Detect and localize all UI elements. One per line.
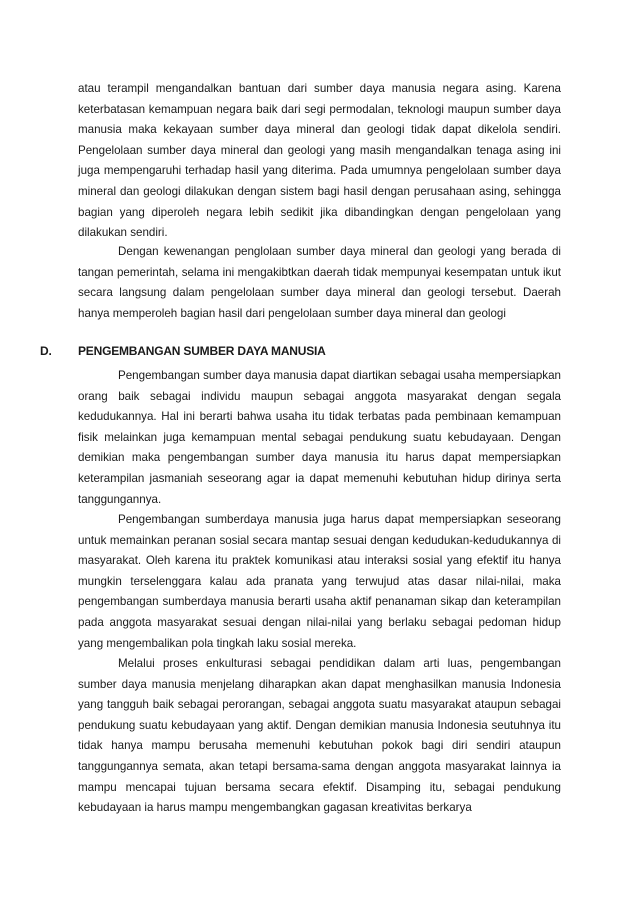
paragraph-3: Pengembangan sumber daya manusia dapat diartikan sebagai usaha mempersiapkan orang baik sebagai individu maupun sebagai anggota masyarakat dengan segala kedudukannya. Hal ini berarti bahwa usaha itu tidak terbatas pada pembinaan kemampuan fisik melainkan juga kemampuan mental sebagai pendukung suatu kebudayaan. Dengan demikian maka pengembangan sumber daya manusia itu harus dapat mempersiapkan keterampilan jasmaniah seseorang agar ia dapat memenuhi kebutuhan hidup dirinya serta tanggungannya.: [78, 369, 561, 506]
section-title: PENGEMBANGAN SUMBER DAYA MANUSIA: [78, 344, 326, 358]
section-number: D.: [40, 344, 52, 358]
paragraph-5: Melalui proses enkulturasi sebagai pendidikan dalam arti luas, pengembangan sumber daya manusia menjelang diharapkan akan dapat menghasilkan manusia Indonesia yang tangguh baik sebagai perorangan, sebagai anggota suatu masyarakat ataupun sebagai pendukung suatu kebudayaan yang aktif. Dengan demikian manusia Indonesia seutuhnya itu tidak hanya mampu berusaha memenuhi kebutuhan pokok bagi diri sendiri ataupun tanggungannya semata, akan tetapi bersama-sama dengan anggota masyarakat lainnya ia mampu mencapai tujuan bersama secara efektif. Disamping itu, sebagai pendukung kebudayaan ia harus mampu mengembangkan gagasan kreativitas berkarya: [78, 657, 561, 815]
paragraph-2: Dengan kewenangan penglolaan sumber daya mineral dan geologi yang berada di tangan pemerintah, selama ini mengakibtkan daerah tidak mempunyai kesempatan untuk ikut secara langsung dalam pengelolaan sumber daya mineral dan geologi tersebut. Daerah hanya memperoleh bagian hasil dari pengelolaan sumber daya mineral dan geologi: [78, 245, 561, 320]
paragraph-1: atau terampil mengandalkan bantuan dari sumber daya manusia negara asing. Karena keterbatasan kemampuan negara baik dari segi permodalan, teknologi maupun sumber daya manusia maka kekayaan sumber daya mineral dan geologi tidak dapat dikelola sendiri. Pengelolaan sumber daya mineral dan geologi yang masih mengandalkan tenaga asing ini juga mempengaruhi terhadap hasil yang diterima. Pada umumnya pengelolaan sumber daya mineral dan geologi dilakukan dengan sistem bagi hasil dengan perusahaan asing, sehingga bagian yang diperoleh negara lebih sedikit jika dibandingkan dengan pengelolaan yang dilakukan sendiri.: [78, 82, 561, 240]
section-heading: [40, 343, 326, 359]
paragraph-4: Pengembangan sumberdaya manusia juga harus dapat mempersiapkan seseorang untuk memainkan peranan sosial secara mantap sesuai dengan kedudukan-kedudukannya di masyarakat. Oleh karena itu praktek komunikasi atau interaksi sosial yang efektif itu hanya mungkin terselenggara kalau ada pranata yang terwujud atas dasar nilai-nilai, maka pengembangan sumberdaya manusia berarti usaha aktif penanaman sikap dan keterampilan pada anggota masyarakat sesuai dengan nilai-nilai yang berlaku sebagai pedoman hidup yang mengembalikan pola tingkah laku sosial mereka.: [78, 513, 561, 650]
